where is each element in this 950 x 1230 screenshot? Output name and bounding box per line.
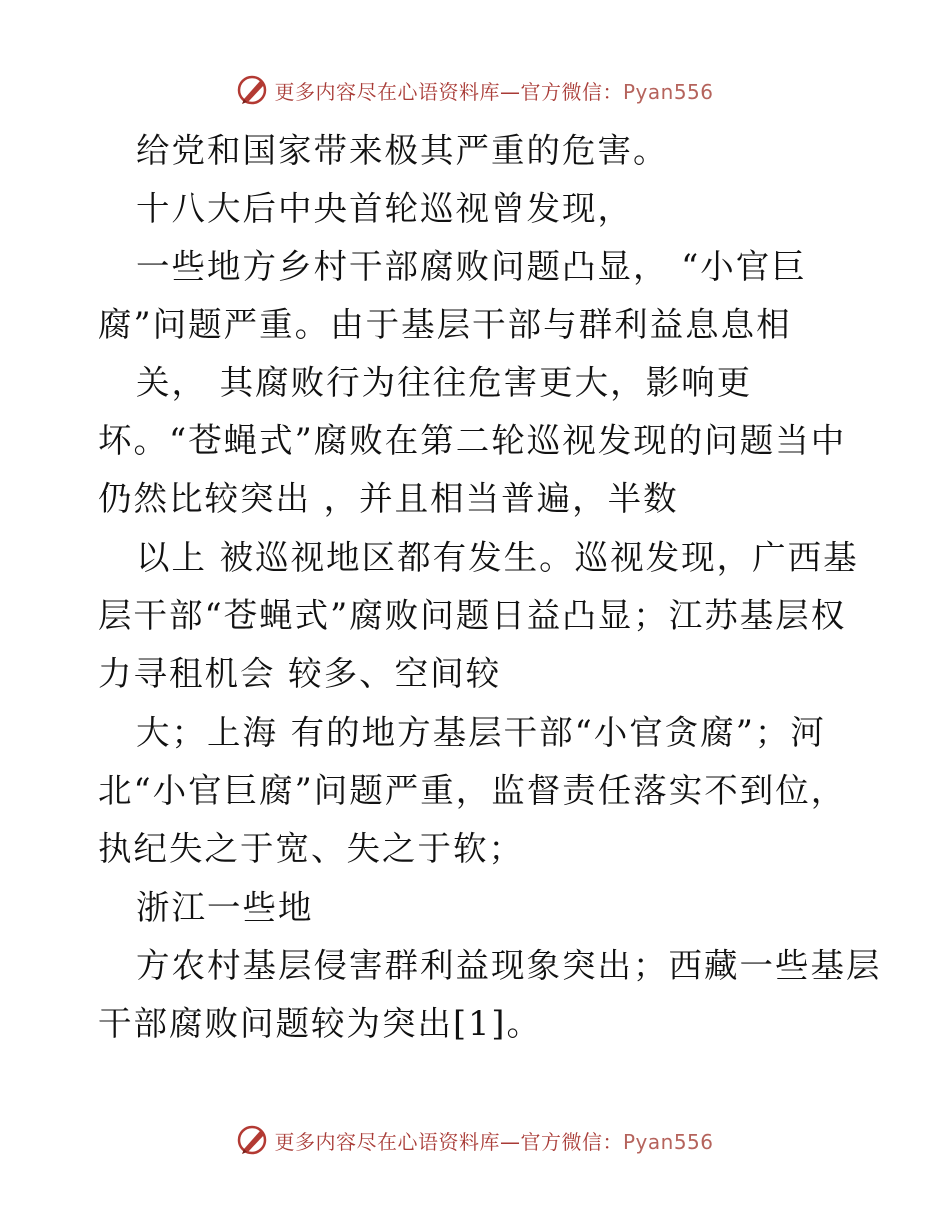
body-line: 力寻租机会 较多、空间较 (98, 654, 502, 693)
header-banner-id: Pyan556 (622, 79, 714, 104)
body-line: 北“小官巨腐”问题严重，监督责任落实不到位， (98, 771, 847, 810)
body-line: 以上 被巡视地区都有发生。巡视发现，广西基 (136, 538, 859, 577)
body-line: 干部腐败问题较为突出[1]。 (98, 1004, 542, 1043)
pen-logo-icon (236, 1123, 270, 1157)
body-line: 方农村基层侵害群利益现象突出；西藏一些基层 (136, 946, 882, 985)
body-line: 执纪失之于宽、失之于软； (98, 829, 524, 868)
footer-banner-id: Pyan556 (622, 1129, 714, 1154)
body-line: 腐”问题严重。由于基层干部与群利益息息相 (98, 305, 792, 344)
body-line: 层干部“苍蝇式”腐败问题日益凸显；江苏基层权 (98, 596, 847, 635)
body-line: 坏。“苍蝇式”腐败在第二轮巡视发现的问题当中 (98, 421, 847, 460)
footer-banner-text: 更多内容尽在心语资料库—官方微信：Pyan556 (274, 1129, 714, 1154)
body-line: 给党和国家带来极其严重的危害。 (136, 131, 669, 170)
body-line: 十八大后中央首轮巡视曾发现， (136, 189, 633, 228)
body-line: 一些地方乡村干部腐败问题凸显， “小官巨 (136, 247, 807, 286)
body-line: 关， 其腐败行为往往危害更大，影响更 (136, 363, 753, 402)
body-line: 浙江一些地 (136, 888, 314, 927)
footer-banner (0, 1120, 950, 1160)
body-line: 仍然比较突出 ，并且相当普遍，半数 (98, 479, 679, 518)
header-banner-text: 更多内容尽在心语资料库—官方微信：Pyan556 (274, 79, 714, 104)
body-line: 大；上海 有的地方基层干部“小官贪腐”；河 (136, 713, 826, 752)
